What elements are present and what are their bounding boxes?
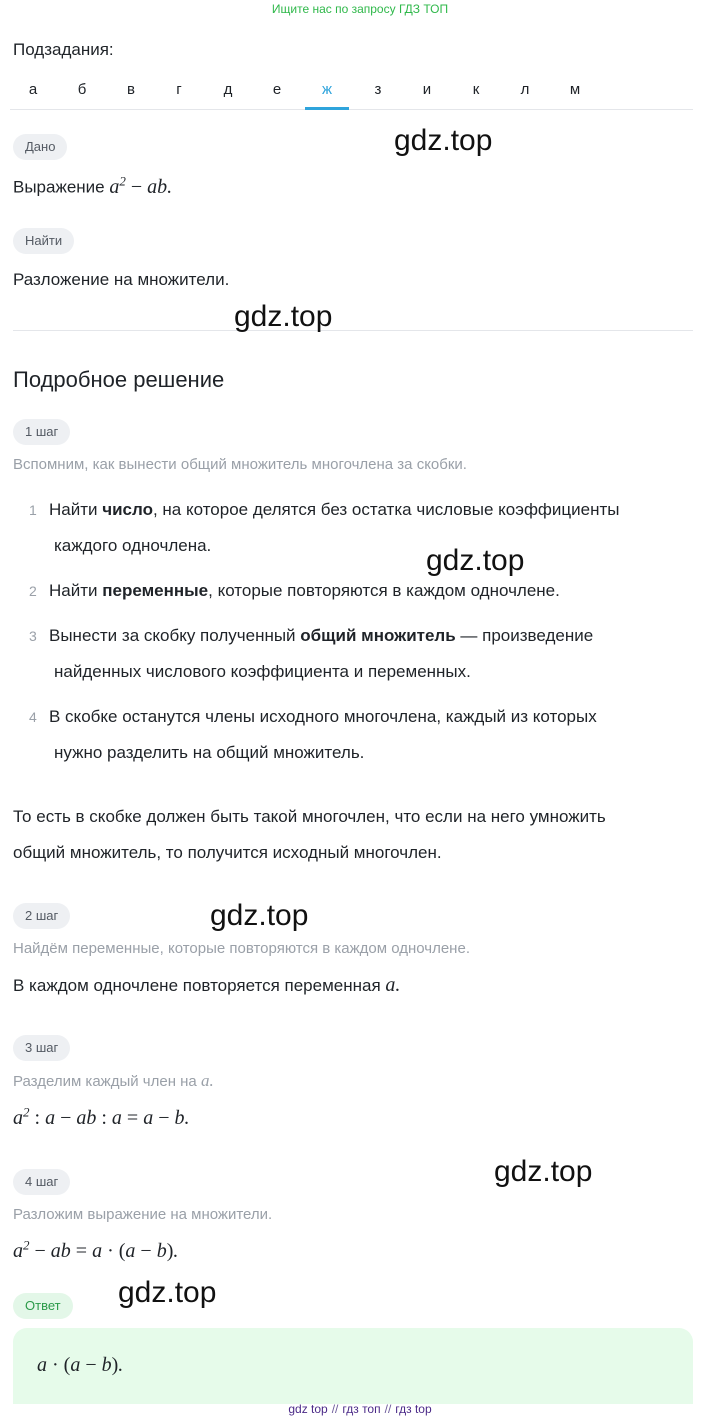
step2-hint: Найдём переменные, которые повторяются в каждом одночлене.	[13, 940, 470, 957]
given-label: Выражение	[13, 177, 105, 197]
list-text-part: Найти	[49, 500, 103, 519]
watermark: gdz.top	[426, 544, 525, 577]
list-text-part: , которые повторяются в каждом одночлене.	[208, 581, 560, 600]
list-text-part: Вынести за скобку полученный	[49, 626, 301, 645]
tab-i[interactable]: и	[422, 81, 432, 98]
tab-k[interactable]: к	[472, 81, 480, 98]
step2-badge: 2 шаг	[13, 903, 70, 929]
step1-note-line1: То есть в скобке должен быть такой многочлен, что если на него умножить	[13, 807, 606, 826]
list-text-line2: нужно разделить на общий множитель.	[54, 743, 365, 762]
footer-separator: //	[331, 1402, 339, 1416]
tab-b[interactable]: б	[77, 81, 87, 98]
given-badge: Дано	[13, 134, 67, 160]
step3-hint	[13, 1071, 214, 1091]
answer-box	[13, 1328, 693, 1404]
list-number: 3	[29, 628, 37, 644]
tab-e[interactable]: е	[272, 81, 282, 98]
list-text-line2: найденных числового коэффициента и переменных.	[54, 662, 471, 681]
watermark: gdz.top	[494, 1155, 593, 1188]
step3-badge: 3 шаг	[13, 1035, 70, 1061]
tab-l[interactable]: л	[520, 81, 530, 98]
watermark: gdz.top	[210, 899, 309, 932]
subtask-tabs	[10, 72, 693, 110]
step2-label: В каждом одночлене повторяется переменная	[13, 976, 381, 995]
step4-badge: 4 шаг	[13, 1169, 70, 1195]
step4-hint: Разложим выражение на множители.	[13, 1206, 273, 1223]
answer-math: a · (a − b).	[37, 1354, 124, 1376]
list-bold: общий множитель	[300, 626, 456, 645]
footer-link[interactable]: гдз топ	[342, 1402, 381, 1416]
list-text-line2: каждого одночлена.	[54, 536, 212, 555]
list-text-part: — произведение	[455, 626, 594, 645]
step1-hint: Вспомним, как вынести общий множитель многочлена за скобки.	[13, 456, 467, 473]
divider	[13, 330, 693, 331]
step4-math: $a^2$ − ab = a · (a − b).	[13, 1237, 179, 1262]
top-search-banner: Ищите нас по запросу ГДЗ ТОП	[271, 2, 449, 16]
tab-d[interactable]: д	[223, 81, 233, 98]
tab-a[interactable]: а	[28, 81, 38, 98]
find-text: Разложение на множители.	[13, 270, 230, 289]
list-text-part: В скобке останутся члены исходного многочлена, каждый из которых	[49, 707, 597, 726]
list-number: 1	[29, 502, 37, 518]
list-text-part: , на которое делятся без остатка числовые коэффициенты	[152, 500, 620, 519]
given-math: $a^2$ − ab.	[109, 173, 173, 198]
answer-badge: Ответ	[13, 1293, 73, 1319]
watermark: gdz.top	[394, 124, 493, 157]
step3-hint-label: Разделим каждый член на	[13, 1073, 197, 1090]
footer-links	[0, 1402, 720, 1416]
footer-link[interactable]: gdz top	[288, 1402, 328, 1416]
list-number: 2	[29, 583, 37, 599]
list-bold: переменные	[102, 581, 209, 600]
footer-link[interactable]: гдз top	[395, 1402, 432, 1416]
step1-note-line2: общий множитель, то получится исходный многочлен.	[13, 843, 442, 862]
tab-v[interactable]: в	[127, 81, 135, 98]
step3-hint-math: a.	[200, 1071, 214, 1090]
solution-title: Подробное решение	[13, 367, 225, 392]
list-bold: число	[102, 500, 153, 519]
step1-badge: 1 шаг	[13, 419, 70, 445]
find-badge: Найти	[13, 228, 74, 254]
footer-separator: //	[384, 1402, 392, 1416]
tab-z[interactable]: з	[374, 81, 382, 98]
watermark: gdz.top	[118, 1276, 217, 1309]
given-text	[13, 173, 172, 199]
subtasks-label: Подзадания:	[13, 40, 114, 59]
tab-m[interactable]: м	[569, 81, 581, 98]
step2-text	[13, 974, 400, 997]
list-number: 4	[29, 709, 37, 725]
tab-g[interactable]: г	[176, 81, 182, 98]
watermark: gdz.top	[234, 300, 333, 333]
tab-zh[interactable]: ж	[305, 72, 349, 110]
step2-math: a.	[385, 974, 401, 996]
list-text-part: Найти	[49, 581, 103, 600]
step3-math: $a^2$ : a − ab : a = a − b.	[13, 1104, 190, 1129]
